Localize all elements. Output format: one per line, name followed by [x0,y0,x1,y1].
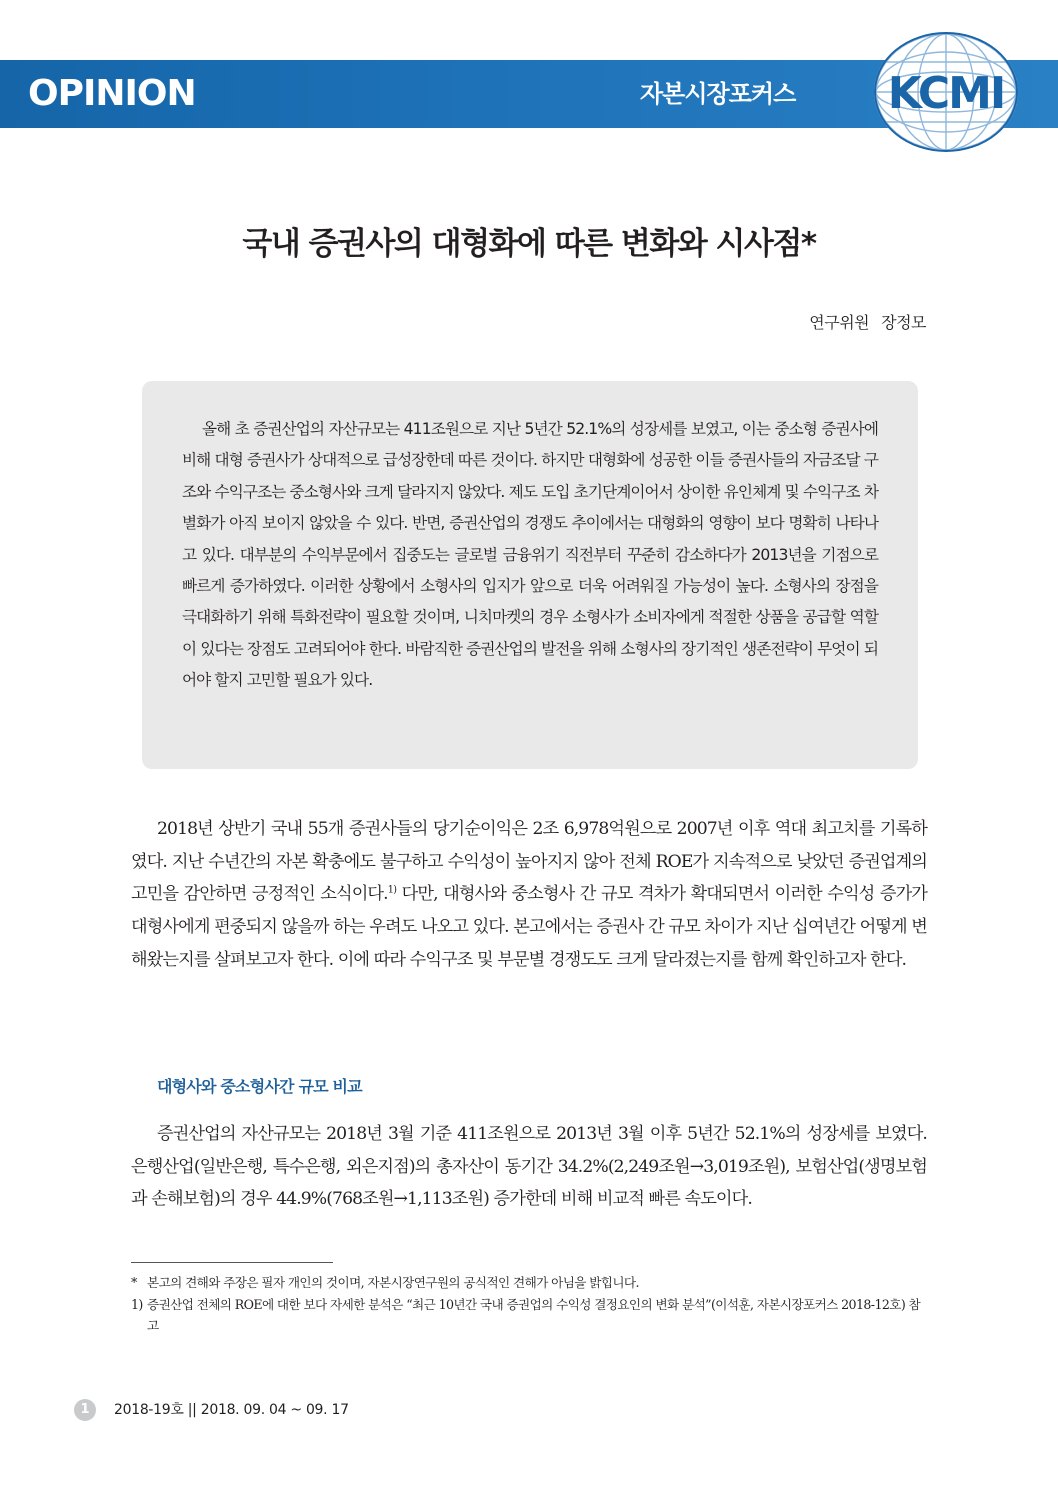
footnote-divider [131,1262,333,1263]
footnote-item [131,1272,927,1294]
footnote-ref: 1) [387,884,397,896]
body-paragraph-2: 증권산업의 자산규모는 2018년 3월 기준 411조원으로 2013년 3월 이후 5년간 52.1%의 성장세를 보였다. 은행산업(일반은행, 특수은행, 외은지점)의 총자산이 동기간 34.2%(2,249조원→3,019조원), 보험산업(생명보험과 손해보험)의 경우 44.9%(768조원→1,113조원) 증가한데 비해 비교적 빠른 속도이다. [131,1124,927,1210]
section-heading: 대형사와 중소형사간 규모 비교 [157,1077,362,1096]
page-number: 1 [74,1399,96,1421]
author-name: 장정모 [881,313,926,332]
author-role: 연구위원 [809,313,870,332]
footnote-text: 본고의 견해와 주장은 필자 개인의 것이며, 자본시장연구원의 공식적인 견해가 아님을 밝힙니다. [147,1275,639,1290]
logo-text: KCMI [887,68,1005,119]
footnote-marker: 1) [131,1296,143,1312]
footnote-text: 증권산업 전체의 ROE에 대한 보다 자세한 분석은 “최근 10년간 국내 증권업의 수익성 결정요인의 변화 분석”(이석훈, 자본시장포커스 2018-12호) 참고 [147,1296,921,1333]
author-line [809,310,926,333]
body-text: 다만, 대형사와 중소형사 간 규모 격차가 확대되면서 이러한 수익성 증가가 대형사에게 편중되지 않을까 하는 우려도 나오고 있다. 본고에서는 증권사 간 규모 차이가 지난 십여년간 어떻게 변해왔는지를 살펴보고자 한다. 이에 따라 수익구조 및 부문별 경쟁도도 크게 달라졌는지를 함께 확인하고자 한다. [131,884,927,970]
body-paragraph-1 [131,813,927,977]
issue-info: 2018-19호 || 2018. 09. 04 ~ 09. 17 [114,1402,349,1418]
footnote-item [131,1294,927,1337]
footnote-marker: * [131,1275,137,1290]
kcmi-logo [866,30,1026,156]
section-label: OPINION [28,73,196,114]
summary-text: 올해 초 증권산업의 자산규모는 411조원으로 지난 5년간 52.1%의 성장세를 보였고, 이는 중소형 증권사에 비해 대형 증권사가 상대적으로 급성장한데 따른 것이다. 하지만 대형화에 성공한 이들 증권사들의 자금조달 구조와 수익구조는 중소형사와 크게 달라지지 않았다. 제도 도입 초기단계이어서 상이한 유인체계 및 수익구조 차별화가 아직 보이지 않았을 수 있다. 반면, 증권산업의 경쟁도 추이에서는 대형화의 영향이 보다 명확히 나타나고 있다. 대부분의 수익부문에서 집중도는 글로벌 금융위기 직전부터 꾸준히 감소하다가 2013년을 기점으로 빠르게 증가하였다. 이러한 상황에서 소형사의 입지가 앞으로 더욱 어려워질 가능성이 높다. 소형사의 장점을 극대화하기 위해 특화전략이 필요할 것이며, 니치마켓의 경우 소형사가 소비자에게 적절한 상품을 공급할 역할이 있다는 장점도 고려되어야 한다. 바람직한 증권산업의 발전을 위해 소형사의 장기적인 생존전략이 무엇이 되어야 할지 고민할 필요가 있다. [182,420,878,690]
article-title: 국내 증권사의 대형화에 따른 변화와 시사점* [242,226,816,262]
body-text: 2018년 상반기 국내 55개 증권사들의 당기순이익은 2조 6,978억원으로 2007년 이후 역대 최고치를 기록하였다. 지난 수년간의 자본 확충에도 불구하고 수익성이 높아지지 않아 전체 ROE가 지속적으로 낮았던 증권업계의 고민을 감안하면 긍정적인 소식이다. [131,819,927,905]
series-name: 자본시장포커스 [640,80,796,108]
footnotes [131,1272,927,1337]
